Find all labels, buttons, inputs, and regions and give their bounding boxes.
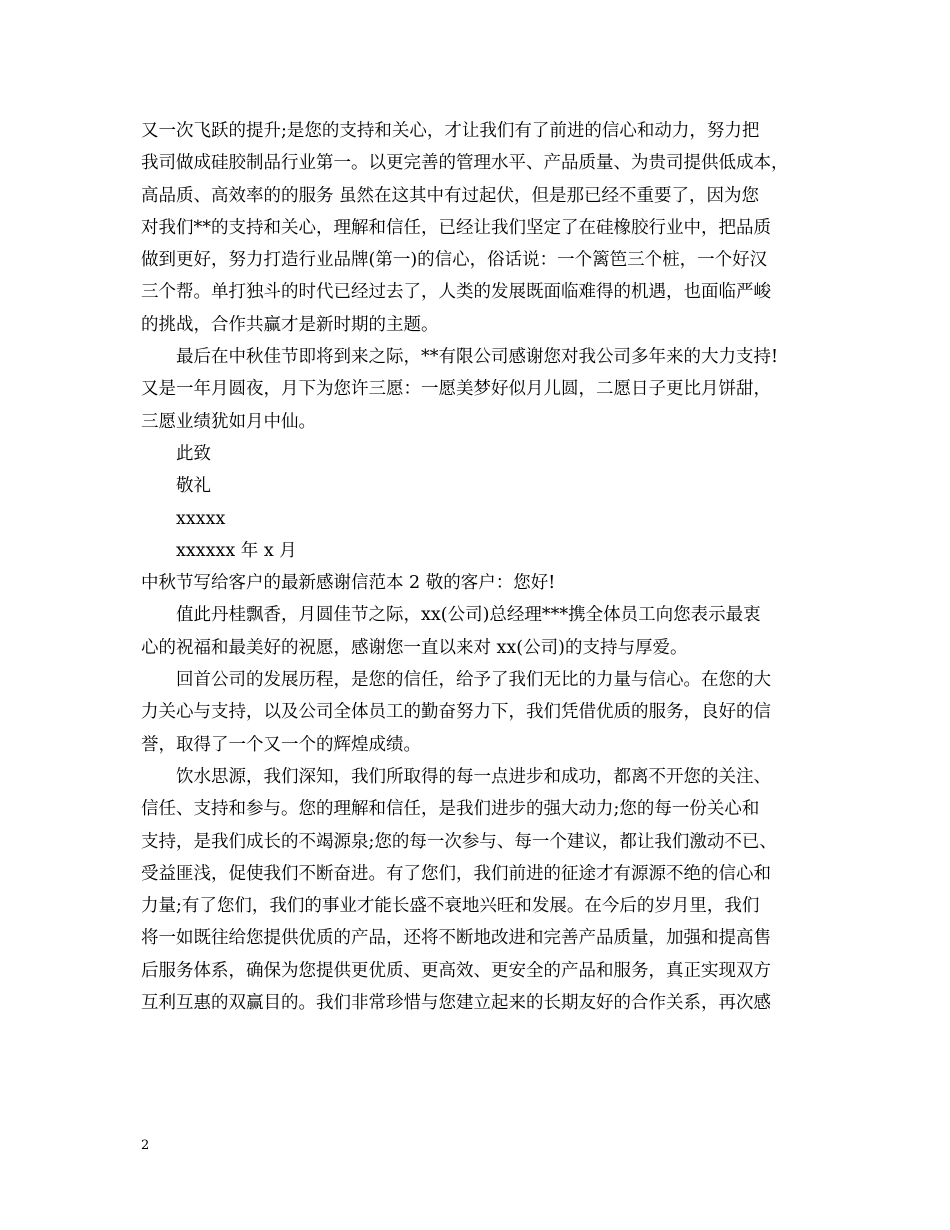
text-line: 受益匪浅，促使我们不断奋进。有了您们，我们前进的征途才有源源不绝的信心和	[141, 863, 771, 884]
text-line: 最后在中秋佳节即将到来之际，**有限公司感谢您对我公司多年来的大力支持!	[176, 347, 779, 368]
text-line: 此致	[176, 443, 211, 464]
document-body	[141, 115, 826, 1019]
text-line: 的挑战，合作共赢才是新时期的主题。	[141, 314, 439, 335]
text-line: 敬礼	[176, 476, 211, 497]
text-line: 对我们**的支持和关心，理解和信任，已经让我们坚定了在硅橡胶行业中，把品质	[141, 217, 771, 238]
text-line: 中秋节写给客户的最新感谢信范本 2 敬的客户：您好!	[141, 573, 556, 594]
text-line: 又是一年月圆夜，月下为您许三愿：一愿美梦好似月儿圆，二愿日子更比月饼甜，	[141, 379, 771, 400]
text-line: 后服务体系，确保为您提供更优质、更高效、更安全的产品和服务，真正实现双方	[141, 960, 771, 981]
text-line: 回首公司的发展历程，是您的信任，给予了我们无比的力量与信心。在您的大	[176, 670, 771, 691]
text-line: 心的祝福和最美好的祝愿，感谢您一直以来对 xx(公司)的支持与厚爱。	[141, 637, 688, 658]
text-line: xxxxxx 年 x 月	[176, 540, 297, 561]
page-number: 2	[141, 1138, 150, 1153]
text-line: 互利互惠的双赢目的。我们非常珍惜与您建立起来的长期友好的合作关系，再次感	[141, 993, 771, 1014]
text-line: 支持，是我们成长的不竭源泉;您的每一次参与、每一个建议，都让我们激动不已、	[141, 831, 777, 852]
text-line: xxxxx	[176, 508, 226, 529]
text-line: 三愿业绩犹如月中仙。	[141, 411, 316, 432]
text-line: 饮水思源，我们深知，我们所取得的每一点进步和成功，都离不开您的关注、	[176, 766, 771, 787]
text-line: 信任、支持和参与。您的理解和信任，是我们进步的强大动力;您的每一份关心和	[141, 799, 760, 820]
text-line: 高品质、高效率的的服务 虽然在这其中有过起伏，但是那已经不重要了，因为您	[141, 185, 760, 206]
text-line: 誉，取得了一个又一个的辉煌成绩。	[141, 734, 421, 755]
text-line: 三个帮。单打独斗的时代已经过去了，人类的发展既面临难得的机遇，也面临严峻	[141, 282, 771, 303]
text-line: 我司做成硅胶制品行业第一。以更完善的管理水平、产品质量、为贵司提供低成本，	[141, 153, 789, 174]
text-line: 又一次飞跃的提升;是您的支持和关心，才让我们有了前进的信心和动力，努力把	[141, 121, 760, 141]
text-line: 将一如既往给您提供优质的产品，还将不断地改进和完善产品质量，加强和提高售	[141, 928, 771, 949]
text-line: 做到更好，努力打造行业品牌(第一)的信心，俗话说：一个篱笆三个桩，一个好汉	[141, 250, 768, 271]
text-line: 值此丹桂飘香，月圆佳节之际，xx(公司)总经理***携全体员工向您表示最衷	[176, 605, 761, 626]
text-line: 力关心与支持，以及公司全体员工的勤奋努力下，我们凭借优质的服务，良好的信	[141, 702, 771, 723]
text-line: 力量;有了您们，我们的事业才能长盛不衰地兴旺和发展。在今后的岁月里，我们	[141, 896, 760, 917]
